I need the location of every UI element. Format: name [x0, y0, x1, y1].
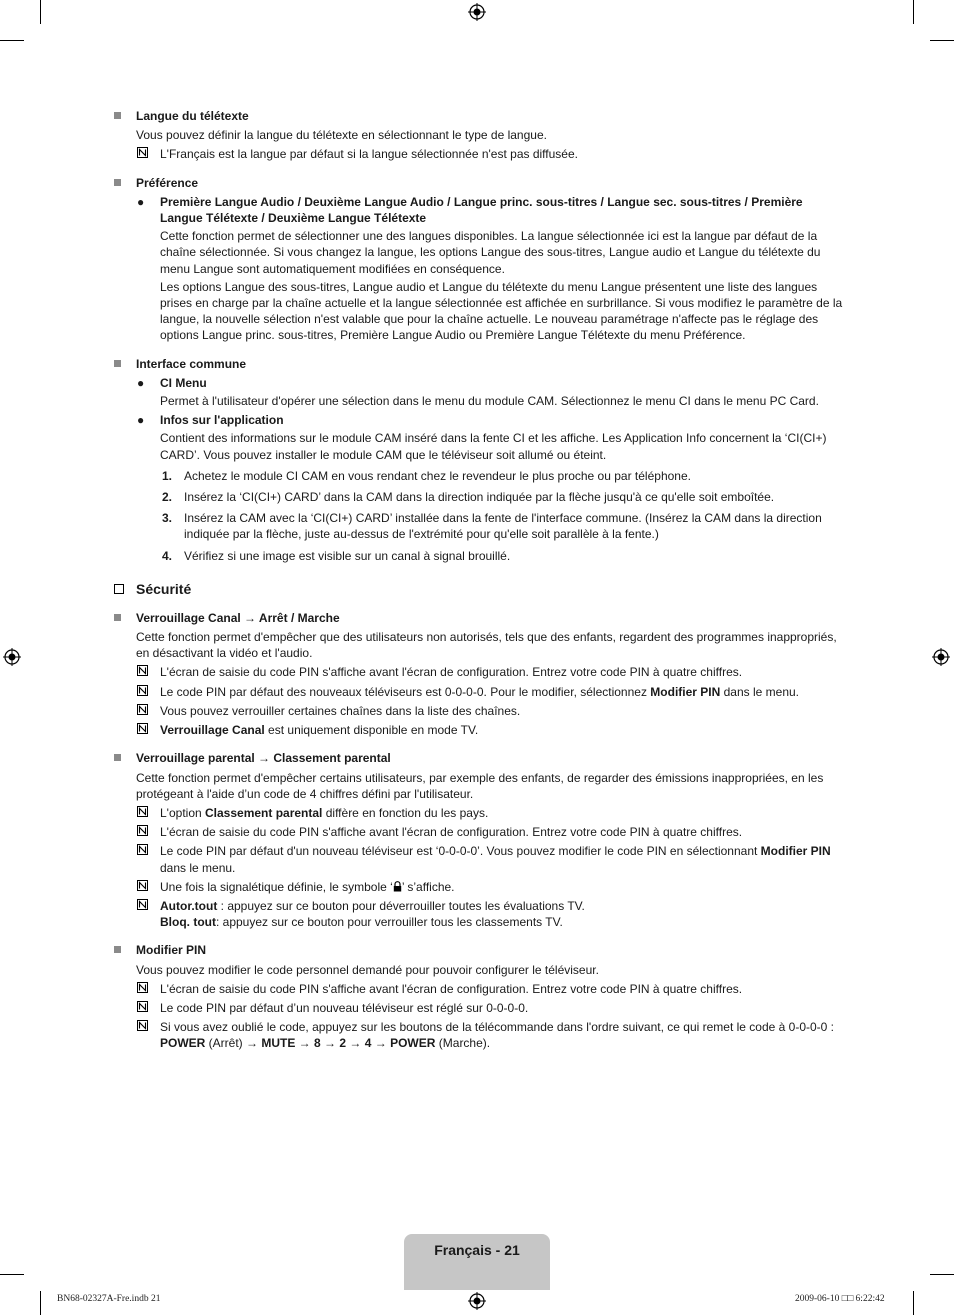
- note-icon: [137, 1020, 148, 1031]
- note-icon: [137, 147, 148, 158]
- section-body: Cette fonction permet d'empêcher que des utilisateurs non autorisés, tels que des enfants, regardent des programmes inappropriés, en désactivant la vidéo et l'audio.: [136, 630, 837, 661]
- note-icon: [137, 685, 148, 696]
- note-icon: [137, 1001, 148, 1012]
- print-slug-right: 2009-06-10 □□ 6:22:42: [795, 1294, 885, 1304]
- section-title: Interface commune: [112, 356, 846, 372]
- registration-mark-icon: [932, 648, 950, 666]
- square-bullet-icon: [114, 754, 121, 761]
- section-title: Langue du télétexte: [112, 108, 846, 124]
- note: Autor.tout : appuyez sur ce bouton pour déverrouiller toutes les évaluations TV. Bloq. tout: appuyez sur ce bouton pour verrouiller tous les classements TV.: [112, 898, 846, 930]
- note-icon: [137, 806, 148, 817]
- section-title: Verrouillage Canal → Arrêt / Marche: [112, 610, 846, 626]
- crop-mark: [40, 1291, 41, 1315]
- square-bullet-icon: [114, 946, 121, 953]
- bullet-dot-icon: ●: [137, 194, 145, 209]
- note-icon: [137, 704, 148, 715]
- step-number: 1.: [162, 468, 173, 483]
- crop-mark: [0, 1274, 24, 1275]
- square-bullet-icon: [114, 112, 121, 119]
- note: Le code PIN par défaut des nouveaux téléviseurs est 0-0-0-0. Pour le modifier, sélectionnez Modifier PIN dans le menu.: [112, 684, 846, 700]
- note: Une fois la signalétique définie, le symbole ‘ ’ s’affiche.: [112, 879, 846, 895]
- note: Verrouillage Canal est uniquement disponible en mode TV.: [112, 722, 846, 738]
- step-number: 3.: [162, 511, 173, 526]
- note: Vous pouvez verrouiller certaines chaînes dans la liste des chaînes.: [112, 703, 846, 719]
- section-body: Vous pouvez modifier le code personnel demandé pour pouvoir configurer le téléviseur.: [136, 962, 599, 977]
- list-item: ● Infos sur l'application: [137, 413, 284, 428]
- crop-mark: [930, 40, 954, 41]
- square-bullet-icon: [114, 614, 121, 621]
- step-item: 3. Insérez la CAM avec la ‘CI(CI+) CARD’ installée dans la fente de l'interface commune. (Insérez la CAM dans la direction indiquée par la flèche, juste au-dessus de l'extrémité pour qu'elle soit parallèle à la fente.): [162, 511, 822, 542]
- note-icon: [137, 899, 148, 910]
- list-item: ● Première Langue Audio / Deuxième Langue Audio / Langue princ. sous-titres / Langue sec. sous-titres / Première Langue Télétexte / Deuxième Langue Télétexte: [137, 194, 803, 226]
- note: L'Français est la langue par défaut si la langue sélectionnée n'est pas diffusée.: [112, 146, 846, 162]
- step-item: 4. Vérifiez si une image est visible sur un canal à signal brouillé.: [162, 548, 511, 563]
- note: L'option Classement parental diffère en fonction du les pays.: [112, 805, 846, 821]
- crop-mark: [40, 0, 41, 24]
- note-icon: [137, 665, 148, 676]
- crop-mark: [913, 0, 914, 24]
- registration-mark-icon: [3, 648, 21, 666]
- page-content: [112, 106, 846, 1052]
- section-body: Vous pouvez définir la langue du télétexte en sélectionnant le type de langue.: [136, 128, 547, 143]
- section-title: Verrouillage parental → Classement parental: [112, 750, 846, 766]
- crop-mark: [930, 1274, 954, 1275]
- list-item-body: Les options Langue des sous-titres, Langue audio et Langue du télétexte du menu Langue présentent une liste des langues prises en charge par la chaîne actuelle et la langue sélectionnée est affichée en surbrillance. Si vous modifiez le paramètre de la langue, la nouvelle sélection n'est valable que pour la chaîne actuelle. Le nouveau paramétrage n'affecte pas le réglage des options Langue princ. sous-titres, Première Langue Audio ou Première Langue Télétexte du menu Préférence.: [160, 279, 843, 343]
- note-icon: [137, 880, 148, 891]
- note-icon: [137, 723, 148, 734]
- square-bullet-icon: [114, 360, 121, 367]
- section-title: Modifier PIN: [112, 942, 846, 958]
- list-item-body: Cette fonction permet de sélectionner une des langues disponibles. La langue sélectionnée ici est la langue par défaut de la chaîne sélectionnée. Si vous changez la langue, les options Langue des sous-titres, Langue audio et Langue du télétexte du menu Langue sont automatiquement modifiées en conséquence.: [160, 229, 821, 276]
- print-slug-left: BN68-02327A-Fre.indb 21: [57, 1294, 161, 1304]
- step-item: 2. Insérez la ‘CI(CI+) CARD’ dans la CAM dans la direction indiquée par la flèche jusqu'à ce qu'elle soit emboîtée.: [162, 490, 775, 505]
- checkbox-bullet-icon: [114, 584, 124, 594]
- note: L'écran de saisie du code PIN s'affiche avant l'écran de configuration. Entrez votre code PIN à quatre chiffres.: [112, 981, 846, 997]
- note: Si vous avez oublié le code, appuyez sur les boutons de la télécommande dans l'ordre suivant, ce qui remet le code à 0-0-0-0 : POWER (Arrêt) → MUTE → 8 → 2 → 4 → POWER (Marche).: [112, 1019, 846, 1051]
- section-heading: Sécurité: [112, 580, 846, 598]
- step-number: 4.: [162, 548, 173, 563]
- bullet-dot-icon: ●: [137, 413, 145, 428]
- registration-mark-icon: [468, 1292, 486, 1310]
- list-item-body: Permet à l'utilisateur d'opérer une sélection dans le menu du module CAM. Sélectionnez le menu CI dans le menu PC Card.: [160, 394, 819, 409]
- crop-mark: [0, 40, 24, 41]
- section-title: Préférence: [112, 175, 846, 191]
- note: L'écran de saisie du code PIN s'affiche avant l'écran de configuration. Entrez votre code PIN à quatre chiffres.: [112, 824, 846, 840]
- bullet-dot-icon: ●: [137, 375, 145, 390]
- note-icon: [137, 825, 148, 836]
- list-item: ● CI Menu: [137, 375, 207, 390]
- section-body: Cette fonction permet d'empêcher certains utilisateurs, par exemple des enfants, de regarder des émissions inappropriées, en les protégeant à l'aide d’un code de 4 chiffres défini par l'utilisateur.: [136, 770, 824, 801]
- step-number: 2.: [162, 490, 173, 505]
- list-item-body: Contient des informations sur le module CAM inséré dans la fente CI et les affiche. Les Application Info concernent la ‘CI(CI+) CARD’. Vous pouvez installer le module CAM que le téléviseur soit allumé ou éteint.: [160, 431, 827, 462]
- lock-icon: [393, 881, 402, 892]
- square-bullet-icon: [114, 179, 121, 186]
- crop-mark: [913, 1291, 914, 1315]
- step-item: 1. Achetez le module CI CAM en vous rendant chez le revendeur le plus proche ou par téléphone.: [162, 468, 691, 483]
- note: Le code PIN par défaut d’un nouveau téléviseur est réglé sur 0-0-0-0.: [112, 1000, 846, 1016]
- page-number: Français - 21: [434, 1242, 520, 1258]
- note: L'écran de saisie du code PIN s'affiche avant l'écran de configuration. Entrez votre code PIN à quatre chiffres.: [112, 664, 846, 680]
- note: Le code PIN par défaut d'un nouveau téléviseur est ‘0-0-0-0’. Vous pouvez modifier le code PIN en sélectionnant Modifier PIN dans le menu.: [112, 843, 846, 875]
- note-icon: [137, 982, 148, 993]
- note-icon: [137, 844, 148, 855]
- registration-mark-icon: [468, 3, 486, 21]
